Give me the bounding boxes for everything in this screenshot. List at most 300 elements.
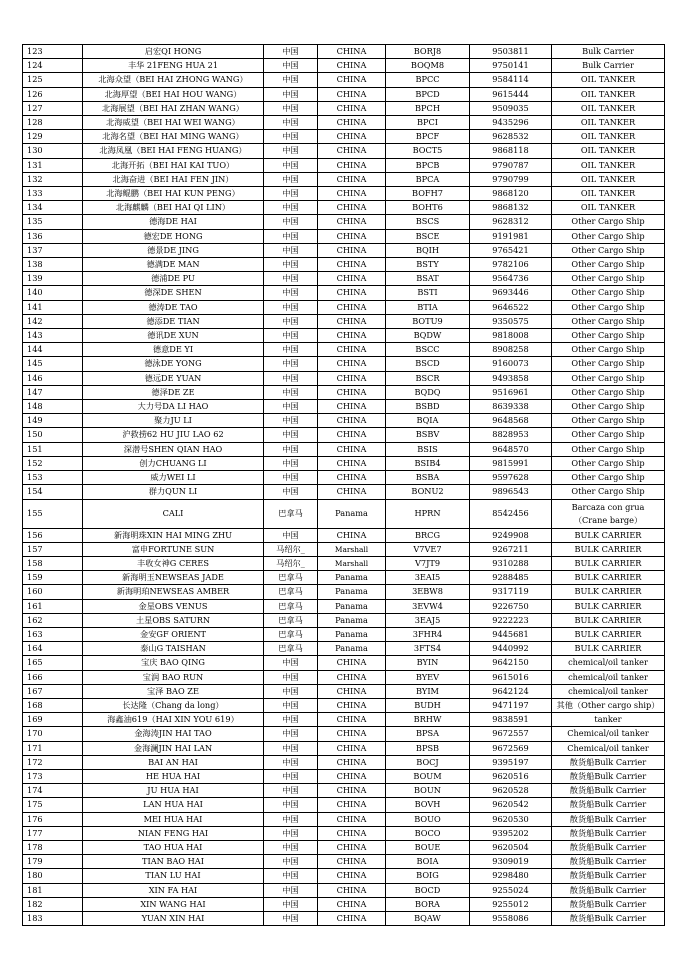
ship-type-cell: BULK CARRIER: [552, 585, 665, 599]
table-row: [23, 158, 665, 172]
ship-name-cell: 北海麒麟（BEI HAI QI LIN）: [83, 201, 264, 215]
call-sign-cell: BOQM8: [386, 59, 470, 73]
call-sign-cell: BSBV: [386, 428, 470, 442]
call-sign-cell: BOCD: [386, 883, 470, 897]
call-sign-cell: 3FTS4: [386, 642, 470, 656]
flag-en-cell: Marshall: [318, 542, 386, 556]
flag-cn-cell: 中国: [264, 371, 318, 385]
ship-type-cell: BULK CARRIER: [552, 627, 665, 641]
row-number-cell: 176: [23, 812, 83, 826]
ship-name-cell: 德宏DE HONG: [83, 229, 264, 243]
table-row: [23, 656, 665, 670]
ship-name-cell: HE HUA HAI: [83, 769, 264, 783]
row-number-cell: 161: [23, 599, 83, 613]
ship-name-cell: 德泽DE ZE: [83, 385, 264, 399]
ship-name-cell: 海鑫油619（HAI XIN YOU 619）: [83, 713, 264, 727]
ship-name-cell: 聚力JU LI: [83, 414, 264, 428]
row-number-cell: 129: [23, 130, 83, 144]
row-number-cell: 148: [23, 400, 83, 414]
flag-cn-cell: 中国: [264, 442, 318, 456]
row-number-cell: 138: [23, 258, 83, 272]
imo-number-cell: 9564736: [470, 272, 552, 286]
flag-en-cell: CHINA: [318, 172, 386, 186]
call-sign-cell: BPSB: [386, 741, 470, 755]
imo-number-cell: 9818008: [470, 329, 552, 343]
row-number-cell: 127: [23, 101, 83, 115]
table-row: [23, 187, 665, 201]
imo-number-cell: 9620542: [470, 798, 552, 812]
ship-name-cell: TIAN BAO HAI: [83, 855, 264, 869]
flag-cn-cell: 中国: [264, 343, 318, 357]
flag-cn-cell: 巴拿马: [264, 627, 318, 641]
ship-name-cell: 新海明珠XIN HAI MING ZHU: [83, 528, 264, 542]
ship-name-cell: 深潜号SHEN QIAN HAO: [83, 442, 264, 456]
flag-cn-cell: 中国: [264, 883, 318, 897]
ship-name-cell: 创力CHUANG LI: [83, 456, 264, 470]
ship-name-cell: 德海DE HAI: [83, 215, 264, 229]
flag-en-cell: CHINA: [318, 357, 386, 371]
flag-en-cell: Marshall: [318, 556, 386, 570]
imo-number-cell: 9648570: [470, 442, 552, 456]
flag-cn-cell: 中国: [264, 855, 318, 869]
ship-type-cell: 散货船Bulk Carrier: [552, 769, 665, 783]
table-row: [23, 87, 665, 101]
ship-name-cell: 德满DE MAN: [83, 258, 264, 272]
call-sign-cell: BPCH: [386, 101, 470, 115]
table-row: [23, 442, 665, 456]
ship-type-cell: OIL TANKER: [552, 73, 665, 87]
flag-en-cell: CHINA: [318, 670, 386, 684]
flag-en-cell: CHINA: [318, 784, 386, 798]
flag-en-cell: CHINA: [318, 385, 386, 399]
imo-number-cell: 9249908: [470, 528, 552, 542]
ship-type-cell: chemical/oil tanker: [552, 670, 665, 684]
table-row: [23, 286, 665, 300]
row-number-cell: 133: [23, 187, 83, 201]
flag-en-cell: CHINA: [318, 187, 386, 201]
flag-cn-cell: 中国: [264, 428, 318, 442]
flag-en-cell: Panama: [318, 642, 386, 656]
call-sign-cell: BOCJ: [386, 755, 470, 769]
ship-type-cell: Other Cargo Ship: [552, 258, 665, 272]
flag-en-cell: CHINA: [318, 130, 386, 144]
table-body: [23, 45, 665, 926]
ship-name-cell: 北海展望（BEI HAI ZHAN WANG）: [83, 101, 264, 115]
table-row: [23, 670, 665, 684]
call-sign-cell: BONU2: [386, 485, 470, 499]
flag-en-cell: CHINA: [318, 144, 386, 158]
ship-type-cell: BULK CARRIER: [552, 571, 665, 585]
table-row: [23, 300, 665, 314]
flag-cn-cell: 中国: [264, 869, 318, 883]
table-row: [23, 229, 665, 243]
imo-number-cell: 9445681: [470, 627, 552, 641]
row-number-cell: 158: [23, 556, 83, 570]
ship-type-cell: Other Cargo Ship: [552, 272, 665, 286]
imo-number-cell: 9648568: [470, 414, 552, 428]
flag-en-cell: CHINA: [318, 201, 386, 215]
flag-cn-cell: 巴拿马: [264, 613, 318, 627]
table-row: [23, 400, 665, 414]
ship-type-cell: 散货船Bulk Carrier: [552, 798, 665, 812]
flag-cn-cell: 中国: [264, 471, 318, 485]
call-sign-cell: BQIH: [386, 243, 470, 257]
flag-cn-cell: 巴拿马: [264, 599, 318, 613]
call-sign-cell: BTIA: [386, 300, 470, 314]
ship-name-cell: CALI: [83, 499, 264, 528]
imo-number-cell: 9615016: [470, 670, 552, 684]
flag-en-cell: CHINA: [318, 101, 386, 115]
imo-number-cell: 9558086: [470, 911, 552, 925]
ship-name-cell: 群力QUN LI: [83, 485, 264, 499]
ship-type-cell: OIL TANKER: [552, 87, 665, 101]
call-sign-cell: 3EVW4: [386, 599, 470, 613]
row-number-cell: 144: [23, 343, 83, 357]
call-sign-cell: BSCE: [386, 229, 470, 243]
ship-type-cell: OIL TANKER: [552, 116, 665, 130]
flag-en-cell: CHINA: [318, 812, 386, 826]
call-sign-cell: BPCA: [386, 172, 470, 186]
row-number-cell: 182: [23, 897, 83, 911]
flag-en-cell: CHINA: [318, 428, 386, 442]
table-row: [23, 684, 665, 698]
flag-cn-cell: 中国: [264, 826, 318, 840]
row-number-cell: 151: [23, 442, 83, 456]
ship-name-cell: 沪救捞62 HU JIU LAO 62: [83, 428, 264, 442]
flag-cn-cell: 巴拿马: [264, 585, 318, 599]
flag-en-cell: CHINA: [318, 314, 386, 328]
table-row: [23, 73, 665, 87]
imo-number-cell: 9160073: [470, 357, 552, 371]
flag-en-cell: CHINA: [318, 87, 386, 101]
table-row: [23, 45, 665, 59]
flag-cn-cell: 中国: [264, 812, 318, 826]
imo-number-cell: 9222223: [470, 613, 552, 627]
flag-cn-cell: 中国: [264, 243, 318, 257]
row-number-cell: 139: [23, 272, 83, 286]
ship-type-cell: Chemical/oil tanker: [552, 727, 665, 741]
ship-name-cell: LAN HUA HAI: [83, 798, 264, 812]
ship-type-cell: OIL TANKER: [552, 187, 665, 201]
table-row: [23, 528, 665, 542]
flag-cn-cell: 中国: [264, 258, 318, 272]
ship-type-cell: 散货船Bulk Carrier: [552, 911, 665, 925]
table-row: [23, 613, 665, 627]
row-number-cell: 159: [23, 571, 83, 585]
call-sign-cell: V7VE7: [386, 542, 470, 556]
flag-cn-cell: 中国: [264, 656, 318, 670]
row-number-cell: 162: [23, 613, 83, 627]
call-sign-cell: 3FHR4: [386, 627, 470, 641]
imo-number-cell: 9628312: [470, 215, 552, 229]
call-sign-cell: BSBD: [386, 400, 470, 414]
flag-cn-cell: 中国: [264, 187, 318, 201]
flag-en-cell: CHINA: [318, 471, 386, 485]
call-sign-cell: BPCC: [386, 73, 470, 87]
imo-number-cell: 9615444: [470, 87, 552, 101]
imo-number-cell: 9672569: [470, 741, 552, 755]
ship-name-cell: 北海威望（BEI HAI WEI WANG）: [83, 116, 264, 130]
imo-number-cell: 9226750: [470, 599, 552, 613]
ship-name-cell: 德讯DE XUN: [83, 329, 264, 343]
flag-cn-cell: 中国: [264, 769, 318, 783]
table-row: [23, 727, 665, 741]
call-sign-cell: BQIA: [386, 414, 470, 428]
imo-number-cell: 9440992: [470, 642, 552, 656]
row-number-cell: 132: [23, 172, 83, 186]
ship-type-cell: Other Cargo Ship: [552, 329, 665, 343]
imo-number-cell: 9868118: [470, 144, 552, 158]
ship-name-cell: TIAN LU HAI: [83, 869, 264, 883]
call-sign-cell: BSAT: [386, 272, 470, 286]
call-sign-cell: 3EAI5: [386, 571, 470, 585]
flag-cn-cell: 中国: [264, 528, 318, 542]
ship-type-cell: BULK CARRIER: [552, 642, 665, 656]
flag-cn-cell: 中国: [264, 201, 318, 215]
ship-type-cell: Other Cargo Ship: [552, 385, 665, 399]
row-number-cell: 134: [23, 201, 83, 215]
imo-number-cell: 8542456: [470, 499, 552, 528]
call-sign-cell: BOVH: [386, 798, 470, 812]
flag-cn-cell: 马绍尔_: [264, 542, 318, 556]
row-number-cell: 155: [23, 499, 83, 528]
row-number-cell: 172: [23, 755, 83, 769]
flag-en-cell: CHINA: [318, 855, 386, 869]
table-row: [23, 258, 665, 272]
imo-number-cell: 9693446: [470, 286, 552, 300]
imo-number-cell: 9191981: [470, 229, 552, 243]
row-number-cell: 165: [23, 656, 83, 670]
imo-number-cell: 9642124: [470, 684, 552, 698]
table-row: [23, 883, 665, 897]
ship-type-cell: OIL TANKER: [552, 172, 665, 186]
imo-number-cell: 9815991: [470, 456, 552, 470]
flag-cn-cell: 巴拿马: [264, 642, 318, 656]
ship-name-cell: 启宏QI HONG: [83, 45, 264, 59]
table-row: [23, 172, 665, 186]
call-sign-cell: BSIB4: [386, 456, 470, 470]
flag-en-cell: CHINA: [318, 343, 386, 357]
imo-number-cell: 9642150: [470, 656, 552, 670]
row-number-cell: 126: [23, 87, 83, 101]
call-sign-cell: BPCI: [386, 116, 470, 130]
ship-name-cell: 金安GF ORIENT: [83, 627, 264, 641]
ship-name-cell: JU HUA HAI: [83, 784, 264, 798]
row-number-cell: 177: [23, 826, 83, 840]
ship-type-cell: Barcaza con grua （Crane barge）: [552, 499, 665, 528]
table-row: [23, 371, 665, 385]
table-row: [23, 713, 665, 727]
row-number-cell: 147: [23, 385, 83, 399]
flag-cn-cell: 中国: [264, 897, 318, 911]
ship-type-cell: chemical/oil tanker: [552, 684, 665, 698]
flag-cn-cell: 中国: [264, 840, 318, 854]
flag-cn-cell: 中国: [264, 741, 318, 755]
flag-en-cell: CHINA: [318, 528, 386, 542]
flag-cn-cell: 中国: [264, 130, 318, 144]
ship-type-cell: Other Cargo Ship: [552, 215, 665, 229]
table-row: [23, 314, 665, 328]
imo-number-cell: 9509035: [470, 101, 552, 115]
flag-cn-cell: 中国: [264, 357, 318, 371]
table-row: [23, 471, 665, 485]
call-sign-cell: BSTI: [386, 286, 470, 300]
ship-type-cell: 散货船Bulk Carrier: [552, 826, 665, 840]
row-number-cell: 178: [23, 840, 83, 854]
row-number-cell: 173: [23, 769, 83, 783]
row-number-cell: 166: [23, 670, 83, 684]
flag-en-cell: CHINA: [318, 713, 386, 727]
call-sign-cell: BOUO: [386, 812, 470, 826]
ship-type-cell: 散货船Bulk Carrier: [552, 755, 665, 769]
ship-registry-table: [22, 44, 665, 926]
row-number-cell: 140: [23, 286, 83, 300]
call-sign-cell: BOCT5: [386, 144, 470, 158]
ship-name-cell: 北海名望（BEI HAI MING WANG）: [83, 130, 264, 144]
ship-name-cell: 德远DE YUAN: [83, 371, 264, 385]
ship-name-cell: 宝润 BAO RUN: [83, 670, 264, 684]
flag-en-cell: CHINA: [318, 897, 386, 911]
ship-name-cell: 长达隆（Chang da long）: [83, 698, 264, 712]
flag-en-cell: CHINA: [318, 371, 386, 385]
ship-type-cell: BULK CARRIER: [552, 613, 665, 627]
ship-type-cell: 散货船Bulk Carrier: [552, 897, 665, 911]
call-sign-cell: BORJ8: [386, 45, 470, 59]
flag-cn-cell: 中国: [264, 727, 318, 741]
call-sign-cell: BYIN: [386, 656, 470, 670]
table-row: [23, 798, 665, 812]
call-sign-cell: BQAW: [386, 911, 470, 925]
table-row: [23, 59, 665, 73]
imo-number-cell: 9309019: [470, 855, 552, 869]
ship-name-cell: 新海明珀NEWSEAS AMBER: [83, 585, 264, 599]
table-row: [23, 428, 665, 442]
call-sign-cell: V7JT9: [386, 556, 470, 570]
row-number-cell: 135: [23, 215, 83, 229]
table-row: [23, 116, 665, 130]
ship-type-cell: Other Cargo Ship: [552, 343, 665, 357]
imo-number-cell: 8908258: [470, 343, 552, 357]
call-sign-cell: BPCB: [386, 158, 470, 172]
ship-name-cell: 北海凤凰（BEI HAI FENG HUANG）: [83, 144, 264, 158]
row-number-cell: 141: [23, 300, 83, 314]
row-number-cell: 175: [23, 798, 83, 812]
flag-cn-cell: 中国: [264, 798, 318, 812]
table-row: [23, 911, 665, 925]
table-row: [23, 201, 665, 215]
ship-name-cell: XIN WANG HAI: [83, 897, 264, 911]
row-number-cell: 157: [23, 542, 83, 556]
flag-cn-cell: 中国: [264, 272, 318, 286]
imo-number-cell: 9620516: [470, 769, 552, 783]
table-row: [23, 130, 665, 144]
call-sign-cell: BPCF: [386, 130, 470, 144]
ship-name-cell: 德深DE SHEN: [83, 286, 264, 300]
call-sign-cell: BSTY: [386, 258, 470, 272]
imo-number-cell: 9395197: [470, 755, 552, 769]
ship-type-cell: 散货船Bulk Carrier: [552, 840, 665, 854]
call-sign-cell: BOTU9: [386, 314, 470, 328]
ship-name-cell: 德涛DE TAO: [83, 300, 264, 314]
row-number-cell: 128: [23, 116, 83, 130]
flag-en-cell: CHINA: [318, 698, 386, 712]
ship-name-cell: 新海明玉NEWSEAS JADE: [83, 571, 264, 585]
ship-type-cell: Other Cargo Ship: [552, 485, 665, 499]
call-sign-cell: BSCD: [386, 357, 470, 371]
row-number-cell: 125: [23, 73, 83, 87]
call-sign-cell: HPRN: [386, 499, 470, 528]
table-row: [23, 784, 665, 798]
row-number-cell: 150: [23, 428, 83, 442]
table-row: [23, 855, 665, 869]
flag-cn-cell: 中国: [264, 101, 318, 115]
call-sign-cell: BQDQ: [386, 385, 470, 399]
imo-number-cell: 9750141: [470, 59, 552, 73]
ship-name-cell: TAO HUA HAI: [83, 840, 264, 854]
call-sign-cell: BOFH7: [386, 187, 470, 201]
row-number-cell: 180: [23, 869, 83, 883]
flag-en-cell: CHINA: [318, 59, 386, 73]
ship-type-cell: OIL TANKER: [552, 158, 665, 172]
row-number-cell: 171: [23, 741, 83, 755]
ship-name-cell: 富申FORTUNE SUN: [83, 542, 264, 556]
flag-en-cell: Panama: [318, 585, 386, 599]
ship-type-cell: OIL TANKER: [552, 144, 665, 158]
ship-type-cell: 其他（Other cargo ship）: [552, 698, 665, 712]
flag-en-cell: CHINA: [318, 116, 386, 130]
imo-number-cell: 9493858: [470, 371, 552, 385]
row-number-cell: 143: [23, 329, 83, 343]
call-sign-cell: BOHT6: [386, 201, 470, 215]
call-sign-cell: BPCD: [386, 87, 470, 101]
call-sign-cell: BPSA: [386, 727, 470, 741]
imo-number-cell: 9628532: [470, 130, 552, 144]
table-row: [23, 414, 665, 428]
flag-cn-cell: 中国: [264, 414, 318, 428]
flag-cn-cell: 中国: [264, 329, 318, 343]
ship-type-cell: 散货船Bulk Carrier: [552, 812, 665, 826]
table-row: [23, 456, 665, 470]
flag-cn-cell: 中国: [264, 698, 318, 712]
ship-type-cell: OIL TANKER: [552, 101, 665, 115]
call-sign-cell: BOIA: [386, 855, 470, 869]
ship-type-cell: Other Cargo Ship: [552, 428, 665, 442]
row-number-cell: 168: [23, 698, 83, 712]
ship-name-cell: 北海鲲鹏（BEI HAI KUN PENG）: [83, 187, 264, 201]
flag-en-cell: CHINA: [318, 442, 386, 456]
imo-number-cell: 9597628: [470, 471, 552, 485]
call-sign-cell: BOCO: [386, 826, 470, 840]
ship-name-cell: BAI AN HAI: [83, 755, 264, 769]
flag-en-cell: CHINA: [318, 229, 386, 243]
imo-number-cell: 9471197: [470, 698, 552, 712]
ship-name-cell: 威力WEI LI: [83, 471, 264, 485]
row-number-cell: 152: [23, 456, 83, 470]
flag-cn-cell: 中国: [264, 116, 318, 130]
table-row: [23, 357, 665, 371]
flag-cn-cell: 中国: [264, 755, 318, 769]
row-number-cell: 156: [23, 528, 83, 542]
flag-cn-cell: 中国: [264, 158, 318, 172]
imo-number-cell: 9395202: [470, 826, 552, 840]
flag-en-cell: CHINA: [318, 300, 386, 314]
ship-type-cell: BULK CARRIER: [552, 599, 665, 613]
flag-en-cell: CHINA: [318, 272, 386, 286]
ship-type-cell: Other Cargo Ship: [552, 414, 665, 428]
flag-en-cell: Panama: [318, 613, 386, 627]
ship-type-cell: 散货船Bulk Carrier: [552, 869, 665, 883]
flag-en-cell: CHINA: [318, 215, 386, 229]
